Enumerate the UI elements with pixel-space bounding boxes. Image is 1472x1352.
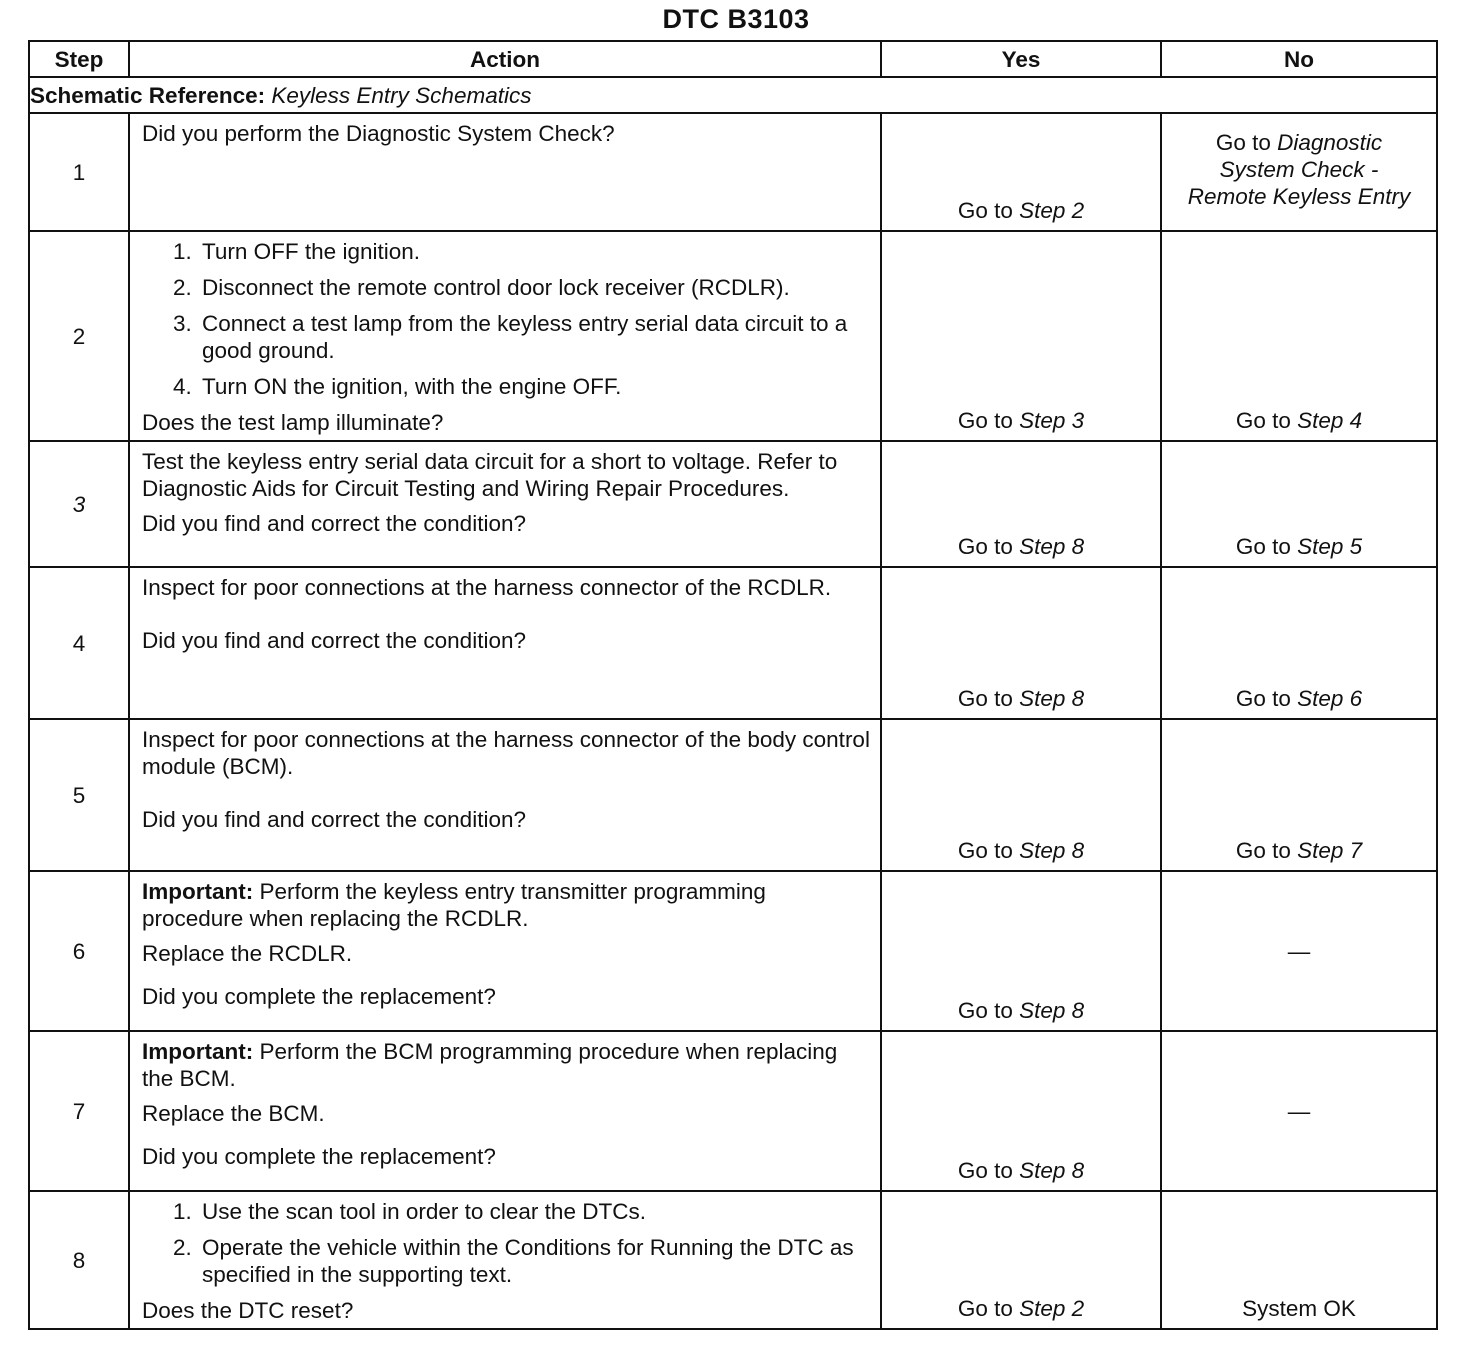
step-number: 8 bbox=[29, 1191, 129, 1329]
action-cell bbox=[129, 871, 881, 1031]
no-step-link[interactable]: Step 6 bbox=[1297, 686, 1363, 711]
action-question: Did you complete the replacement? bbox=[142, 1144, 496, 1169]
action-instruction: Replace the BCM. bbox=[142, 1101, 325, 1126]
no-cell: — bbox=[1161, 871, 1437, 1031]
goto-text: Go to bbox=[957, 408, 1013, 433]
goto-text: Go to bbox=[1235, 534, 1291, 559]
action-instruction: Replace the RCDLR. bbox=[142, 941, 353, 966]
table-row bbox=[29, 113, 1437, 231]
no-link-line-3[interactable]: Remote Keyless Entry bbox=[1187, 183, 1411, 209]
goto-text: Go to bbox=[957, 1158, 1013, 1183]
important-text: Perform the keyless entry transmitter programming procedure when replacing the RCDLR. bbox=[142, 879, 766, 931]
goto-text: Go to bbox=[1215, 129, 1271, 155]
table-row bbox=[29, 1191, 1437, 1329]
table-row bbox=[29, 871, 1437, 1031]
action-question: Did you find and correct the condition? bbox=[142, 807, 526, 832]
yes-step-link[interactable]: Step 8 bbox=[1019, 1158, 1085, 1183]
list-item: 1. Use the scan tool in order to clear the DTCs. bbox=[198, 1198, 870, 1225]
action-question: Did you find and correct the condition? bbox=[142, 511, 526, 536]
header-yes: Yes bbox=[881, 41, 1161, 77]
no-link-line-2[interactable]: System Check - bbox=[1219, 156, 1379, 182]
action-cell bbox=[129, 719, 881, 871]
step-number: 3 bbox=[29, 441, 129, 567]
goto-text: Go to bbox=[957, 198, 1013, 223]
action-text: Inspect for poor connections at the harness connector of the RCDLR. bbox=[142, 575, 832, 600]
schematic-reference bbox=[29, 77, 1437, 113]
table-row bbox=[29, 441, 1437, 567]
yes-cell bbox=[881, 871, 1161, 1031]
action-question: Did you find and correct the condition? bbox=[142, 628, 526, 653]
important-text: Perform the BCM programming procedure when replacing the BCM. bbox=[142, 1039, 838, 1091]
step-number: 4 bbox=[29, 567, 129, 719]
table-row bbox=[29, 1031, 1437, 1191]
goto-text: Go to bbox=[957, 998, 1013, 1023]
goto-text: Go to bbox=[957, 1296, 1013, 1321]
no-cell bbox=[1161, 231, 1437, 441]
yes-cell bbox=[881, 567, 1161, 719]
important-label: Important: bbox=[142, 879, 254, 904]
yes-step-link[interactable]: Step 8 bbox=[1019, 534, 1085, 559]
no-link-line-1[interactable] bbox=[1162, 129, 1436, 156]
yes-step-link[interactable]: Step 3 bbox=[1019, 408, 1085, 433]
no-link-part: Diagnostic bbox=[1277, 129, 1383, 155]
action-cell bbox=[129, 567, 881, 719]
no-step-link[interactable]: Step 4 bbox=[1297, 408, 1363, 433]
header-no: No bbox=[1161, 41, 1437, 77]
step-number: 1 bbox=[29, 113, 129, 231]
yes-cell bbox=[881, 231, 1161, 441]
action-question: Did you perform the Diagnostic System Check? bbox=[142, 121, 615, 146]
header-action: Action bbox=[129, 41, 881, 77]
table-row bbox=[29, 231, 1437, 441]
step-number: 7 bbox=[29, 1031, 129, 1191]
action-question: Does the test lamp illuminate? bbox=[142, 410, 444, 435]
no-step-link[interactable]: Step 7 bbox=[1297, 838, 1363, 863]
yes-step-link[interactable]: Step 8 bbox=[1019, 686, 1085, 711]
procedure-list bbox=[142, 1198, 870, 1288]
header-step: Step bbox=[29, 41, 129, 77]
no-step-link[interactable]: Step 5 bbox=[1297, 534, 1363, 559]
yes-step-link[interactable]: Step 2 bbox=[1019, 198, 1085, 223]
list-item: 2. Disconnect the remote control door lock receiver (RCDLR). bbox=[198, 274, 870, 301]
goto-text: Go to bbox=[1235, 838, 1291, 863]
action-cell bbox=[129, 113, 881, 231]
yes-cell bbox=[881, 113, 1161, 231]
important-note bbox=[142, 878, 870, 932]
list-item: 4. Turn ON the ignition, with the engine OFF. bbox=[198, 373, 870, 400]
action-text: Inspect for poor connections at the harness connector of the body control module (BCM). bbox=[142, 727, 870, 779]
action-question: Does the DTC reset? bbox=[142, 1298, 354, 1323]
step-number: 5 bbox=[29, 719, 129, 871]
schematic-reference-link[interactable]: Keyless Entry Schematics bbox=[271, 82, 532, 108]
step-number: 6 bbox=[29, 871, 129, 1031]
action-cell bbox=[129, 1031, 881, 1191]
action-cell bbox=[129, 1191, 881, 1329]
dtc-table bbox=[28, 40, 1438, 1330]
goto-text: Go to bbox=[957, 838, 1013, 863]
yes-cell bbox=[881, 441, 1161, 567]
no-cell bbox=[1161, 567, 1437, 719]
schematic-reference-row bbox=[29, 77, 1437, 113]
yes-step-link[interactable]: Step 2 bbox=[1019, 1296, 1085, 1321]
no-cell bbox=[1161, 441, 1437, 567]
no-cell: System OK bbox=[1161, 1191, 1437, 1329]
page-title: DTC B3103 bbox=[662, 4, 810, 34]
procedure-list bbox=[142, 238, 870, 400]
action-text: Test the keyless entry serial data circuit for a short to voltage. Refer to Diagnostic Aids for Circuit Testing and Wiring Repair Procedures. bbox=[142, 449, 838, 501]
yes-step-link[interactable]: Step 8 bbox=[1019, 838, 1085, 863]
no-cell bbox=[1161, 719, 1437, 871]
list-item: 1. Turn OFF the ignition. bbox=[198, 238, 870, 265]
list-item: 2. Operate the vehicle within the Conditions for Running the DTC as specified in the supporting text. bbox=[198, 1234, 870, 1288]
action-cell bbox=[129, 441, 881, 567]
important-label: Important: bbox=[142, 1039, 254, 1064]
action-question: Did you complete the replacement? bbox=[142, 984, 496, 1009]
goto-text: Go to bbox=[1235, 686, 1291, 711]
yes-cell bbox=[881, 719, 1161, 871]
goto-text: Go to bbox=[957, 534, 1013, 559]
list-item: 3. Connect a test lamp from the keyless entry serial data circuit to a good ground. bbox=[198, 310, 870, 364]
step-number: 2 bbox=[29, 231, 129, 441]
yes-cell bbox=[881, 1191, 1161, 1329]
yes-cell bbox=[881, 1031, 1161, 1191]
action-cell bbox=[129, 231, 881, 441]
table-row bbox=[29, 719, 1437, 871]
header-row bbox=[29, 41, 1437, 77]
goto-text: Go to bbox=[1235, 408, 1291, 433]
goto-text: Go to bbox=[957, 686, 1013, 711]
yes-step-link[interactable]: Step 8 bbox=[1019, 998, 1085, 1023]
no-cell: — bbox=[1161, 1031, 1437, 1191]
important-note bbox=[142, 1038, 870, 1092]
no-cell bbox=[1161, 113, 1437, 231]
schematic-reference-label: Schematic Reference: bbox=[30, 82, 266, 108]
table-row bbox=[29, 567, 1437, 719]
